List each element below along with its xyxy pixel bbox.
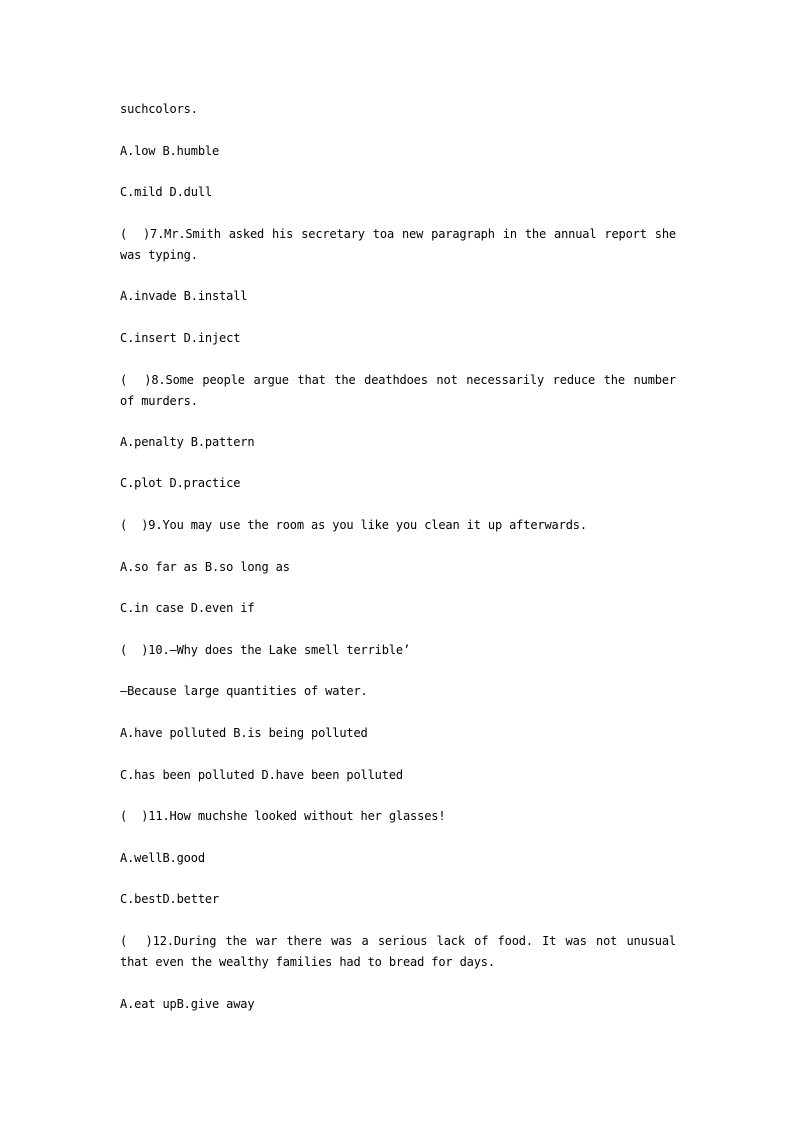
q9-options-cd: C.in case D.even if (120, 601, 255, 615)
q7-options-ab: A.invade B.install (120, 289, 248, 303)
q8-options-ab: A.penalty B.pattern (120, 435, 255, 449)
q10-options-cd: C.has been polluted D.have been polluted (120, 768, 403, 782)
question-7: ( )7.Mr.Smith asked his secretary toa new paragraph in the annual report she was typing. (120, 227, 684, 262)
q6-options-ab: A.low B.humble (120, 144, 220, 158)
question-10: ( )10.—Why does the Lake smell terrible’ (120, 643, 411, 657)
question-11: ( )11.How muchshe looked without her glasses! (120, 809, 446, 823)
question-12: ( )12.During the war there was a serious lack of food. It was not unusual that even the wealthy families had to bread for days. (120, 934, 684, 969)
question-8: ( )8.Some people argue that the deathdoes not necessarily reduce the number of murders. (120, 373, 684, 408)
q7-options-cd: C.insert D.inject (120, 331, 241, 345)
q8-options-cd: C.plot D.practice (120, 476, 241, 490)
q10-answer-line: —Because large quantities of water. (120, 684, 368, 698)
q11-options-cd: C.bestD.better (120, 892, 220, 906)
q9-options-ab: A.so far as B.so long as (120, 560, 290, 574)
question-9: ( )9.You may use the room as you like you clean it up afterwards. (120, 518, 587, 532)
q10-options-ab: A.have polluted B.is being polluted (120, 726, 368, 740)
q6-options-cd: C.mild D.dull (120, 185, 212, 199)
q11-options-ab: A.wellB.good (120, 851, 205, 865)
question-6-continuation: suchcolors. (120, 102, 198, 116)
q12-options-ab: A.eat upB.give away (120, 997, 255, 1011)
